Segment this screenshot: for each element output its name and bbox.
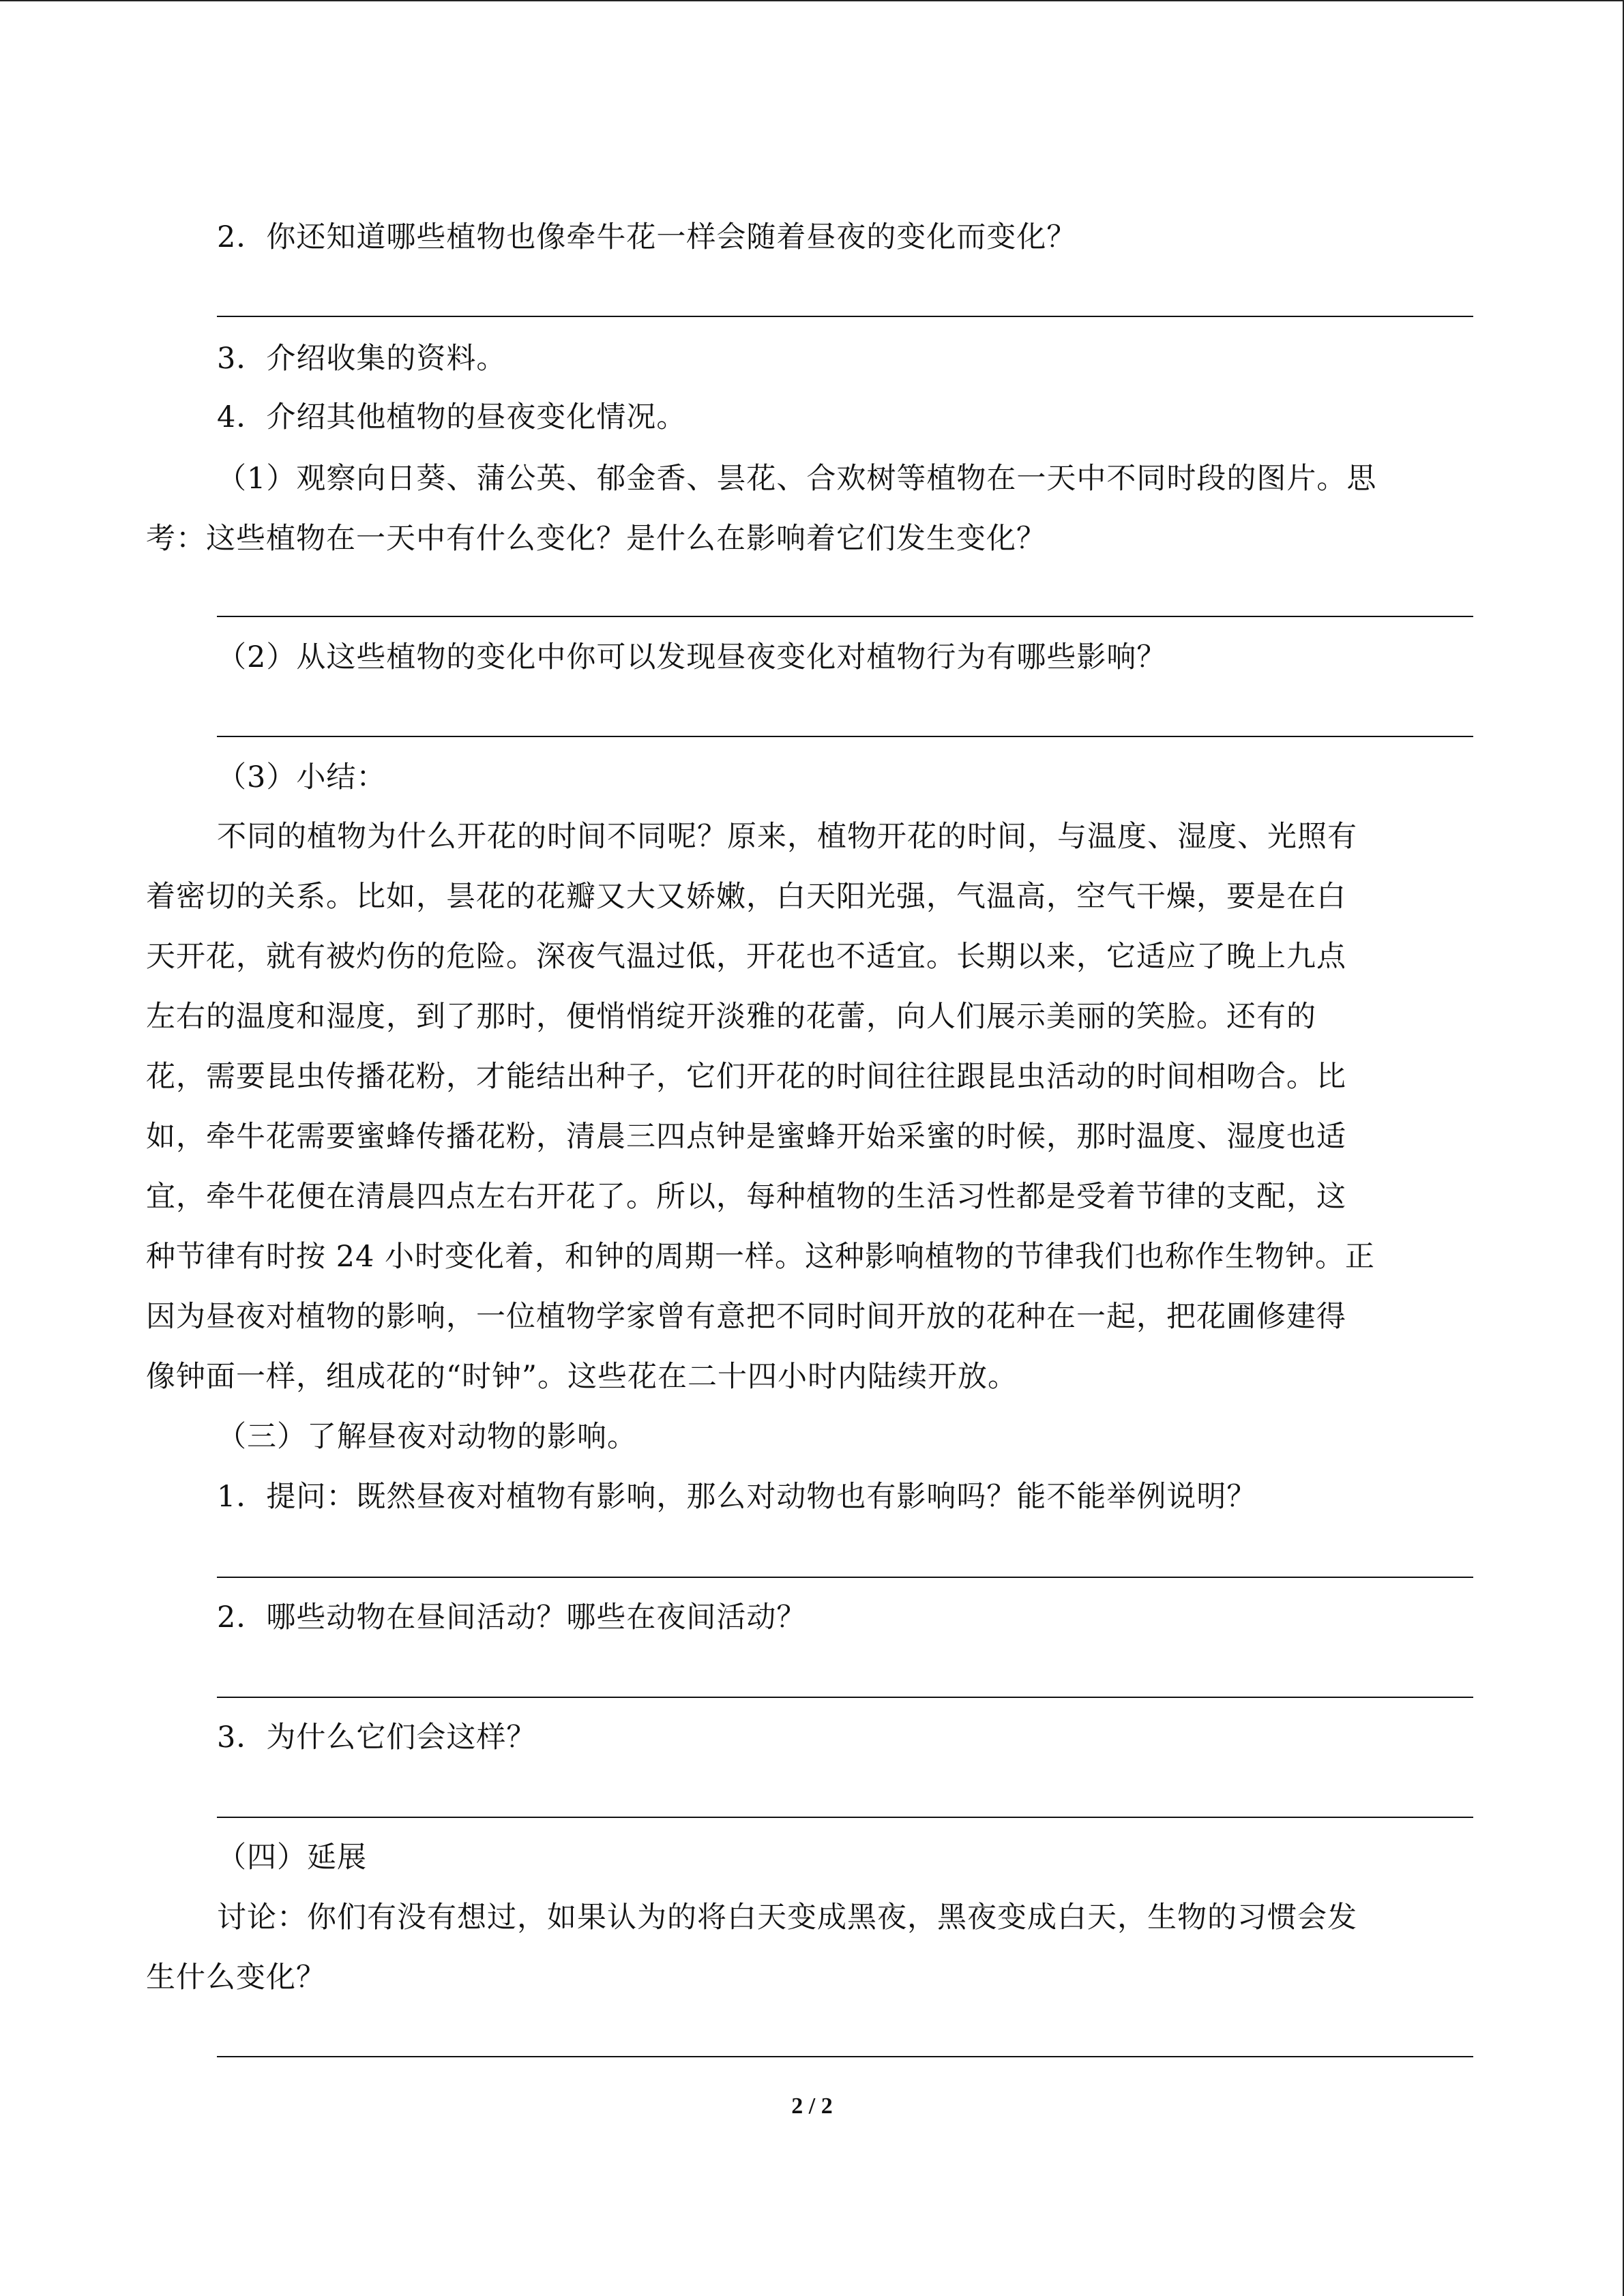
question-4: 4．介绍其他植物的昼夜变化情况。 (217, 400, 687, 434)
sub-question-1: （1）观察向日葵、蒲公英、郁金香、昙花、合欢树等植物在一天中不同时段的图片。思 (217, 462, 1377, 496)
summary-line: 因为昼夜对植物的影响，一位植物学家曾有意把不同时间开放的花种在一起，把花圃修建得 (146, 1300, 1346, 1334)
answer-line (217, 736, 1473, 737)
answer-line (217, 1697, 1473, 1698)
answer-line (217, 1817, 1473, 1818)
sub-question-2: （2）从这些植物的变化中你可以发现昼夜变化对植物行为有哪些影响？ (217, 640, 1167, 674)
answer-line (217, 2056, 1473, 2057)
summary-line: 如，牵牛花需要蜜蜂传播花粉，清晨三四点钟是蜜蜂开始采蜜的时候，那时温度、湿度也适 (146, 1120, 1346, 1154)
answer-line (217, 316, 1473, 317)
answer-line (217, 1577, 1473, 1578)
summary-line: 天开花，就有被灼伤的危险。深夜气温过低，开花也不适宜。长期以来，它适应了晚上九点 (146, 940, 1346, 974)
summary-line: 花，需要昆虫传播花粉，才能结出种子，它们开花的时间往往跟昆虫活动的时间相吻合。比 (146, 1060, 1346, 1094)
question-2: 2．你还知道哪些植物也像牵牛花一样会随着昼夜的变化而变化？ (217, 220, 1077, 254)
sub-question-1-cont: 考：这些植物在一天中有什么变化？是什么在影响着它们发生变化？ (146, 522, 1046, 556)
summary-line: 左右的温度和湿度，到了那时，便悄悄绽开淡雅的花蕾，向人们展示美丽的笑脸。还有的 (146, 1000, 1316, 1034)
section-4-heading: （四）延展 (217, 1840, 367, 1875)
summary-line: 着密切的关系。比如，昙花的花瓣又大又娇嫩，白天阳光强，气温高，空气干燥，要是在白 (146, 880, 1346, 914)
summary-line: 像钟面一样，组成花的“时钟”。这些花在二十四小时内陆续开放。 (146, 1360, 1018, 1394)
section-3-heading: （三）了解昼夜对动物的影响。 (217, 1420, 637, 1454)
summary-line: 不同的植物为什么开花的时间不同呢？原来，植物开花的时间，与温度、湿度、光照有 (217, 820, 1357, 854)
section-3-question-2: 2．哪些动物在昼间活动？哪些在夜间活动？ (217, 1600, 807, 1635)
page-number: 2 / 2 (791, 2093, 833, 2119)
summary-line: 种节律有时按 24 小时变化着，和钟的周期一样。这种影响植物的节律我们也称作生物钟。正 (146, 1240, 1376, 1274)
question-3: 3．介绍收集的资料。 (217, 342, 507, 376)
discussion-line-cont: 生什么变化？ (146, 1960, 326, 1995)
section-3-question-1: 1．提问：既然昼夜对植物有影响，那么对动物也有影响吗？能不能举例说明？ (217, 1480, 1257, 1514)
answer-line (217, 616, 1473, 617)
section-3-question-3: 3．为什么它们会这样？ (217, 1720, 537, 1755)
summary-line: 宜，牵牛花便在清晨四点左右开花了。所以，每种植物的生活习性都是受着节律的支配，这 (146, 1180, 1346, 1214)
discussion-line: 讨论：你们有没有想过，如果认为的将白天变成黑夜，黑夜变成白天，生物的习惯会发 (217, 1900, 1357, 1935)
sub-question-3: （3）小结： (217, 760, 387, 794)
